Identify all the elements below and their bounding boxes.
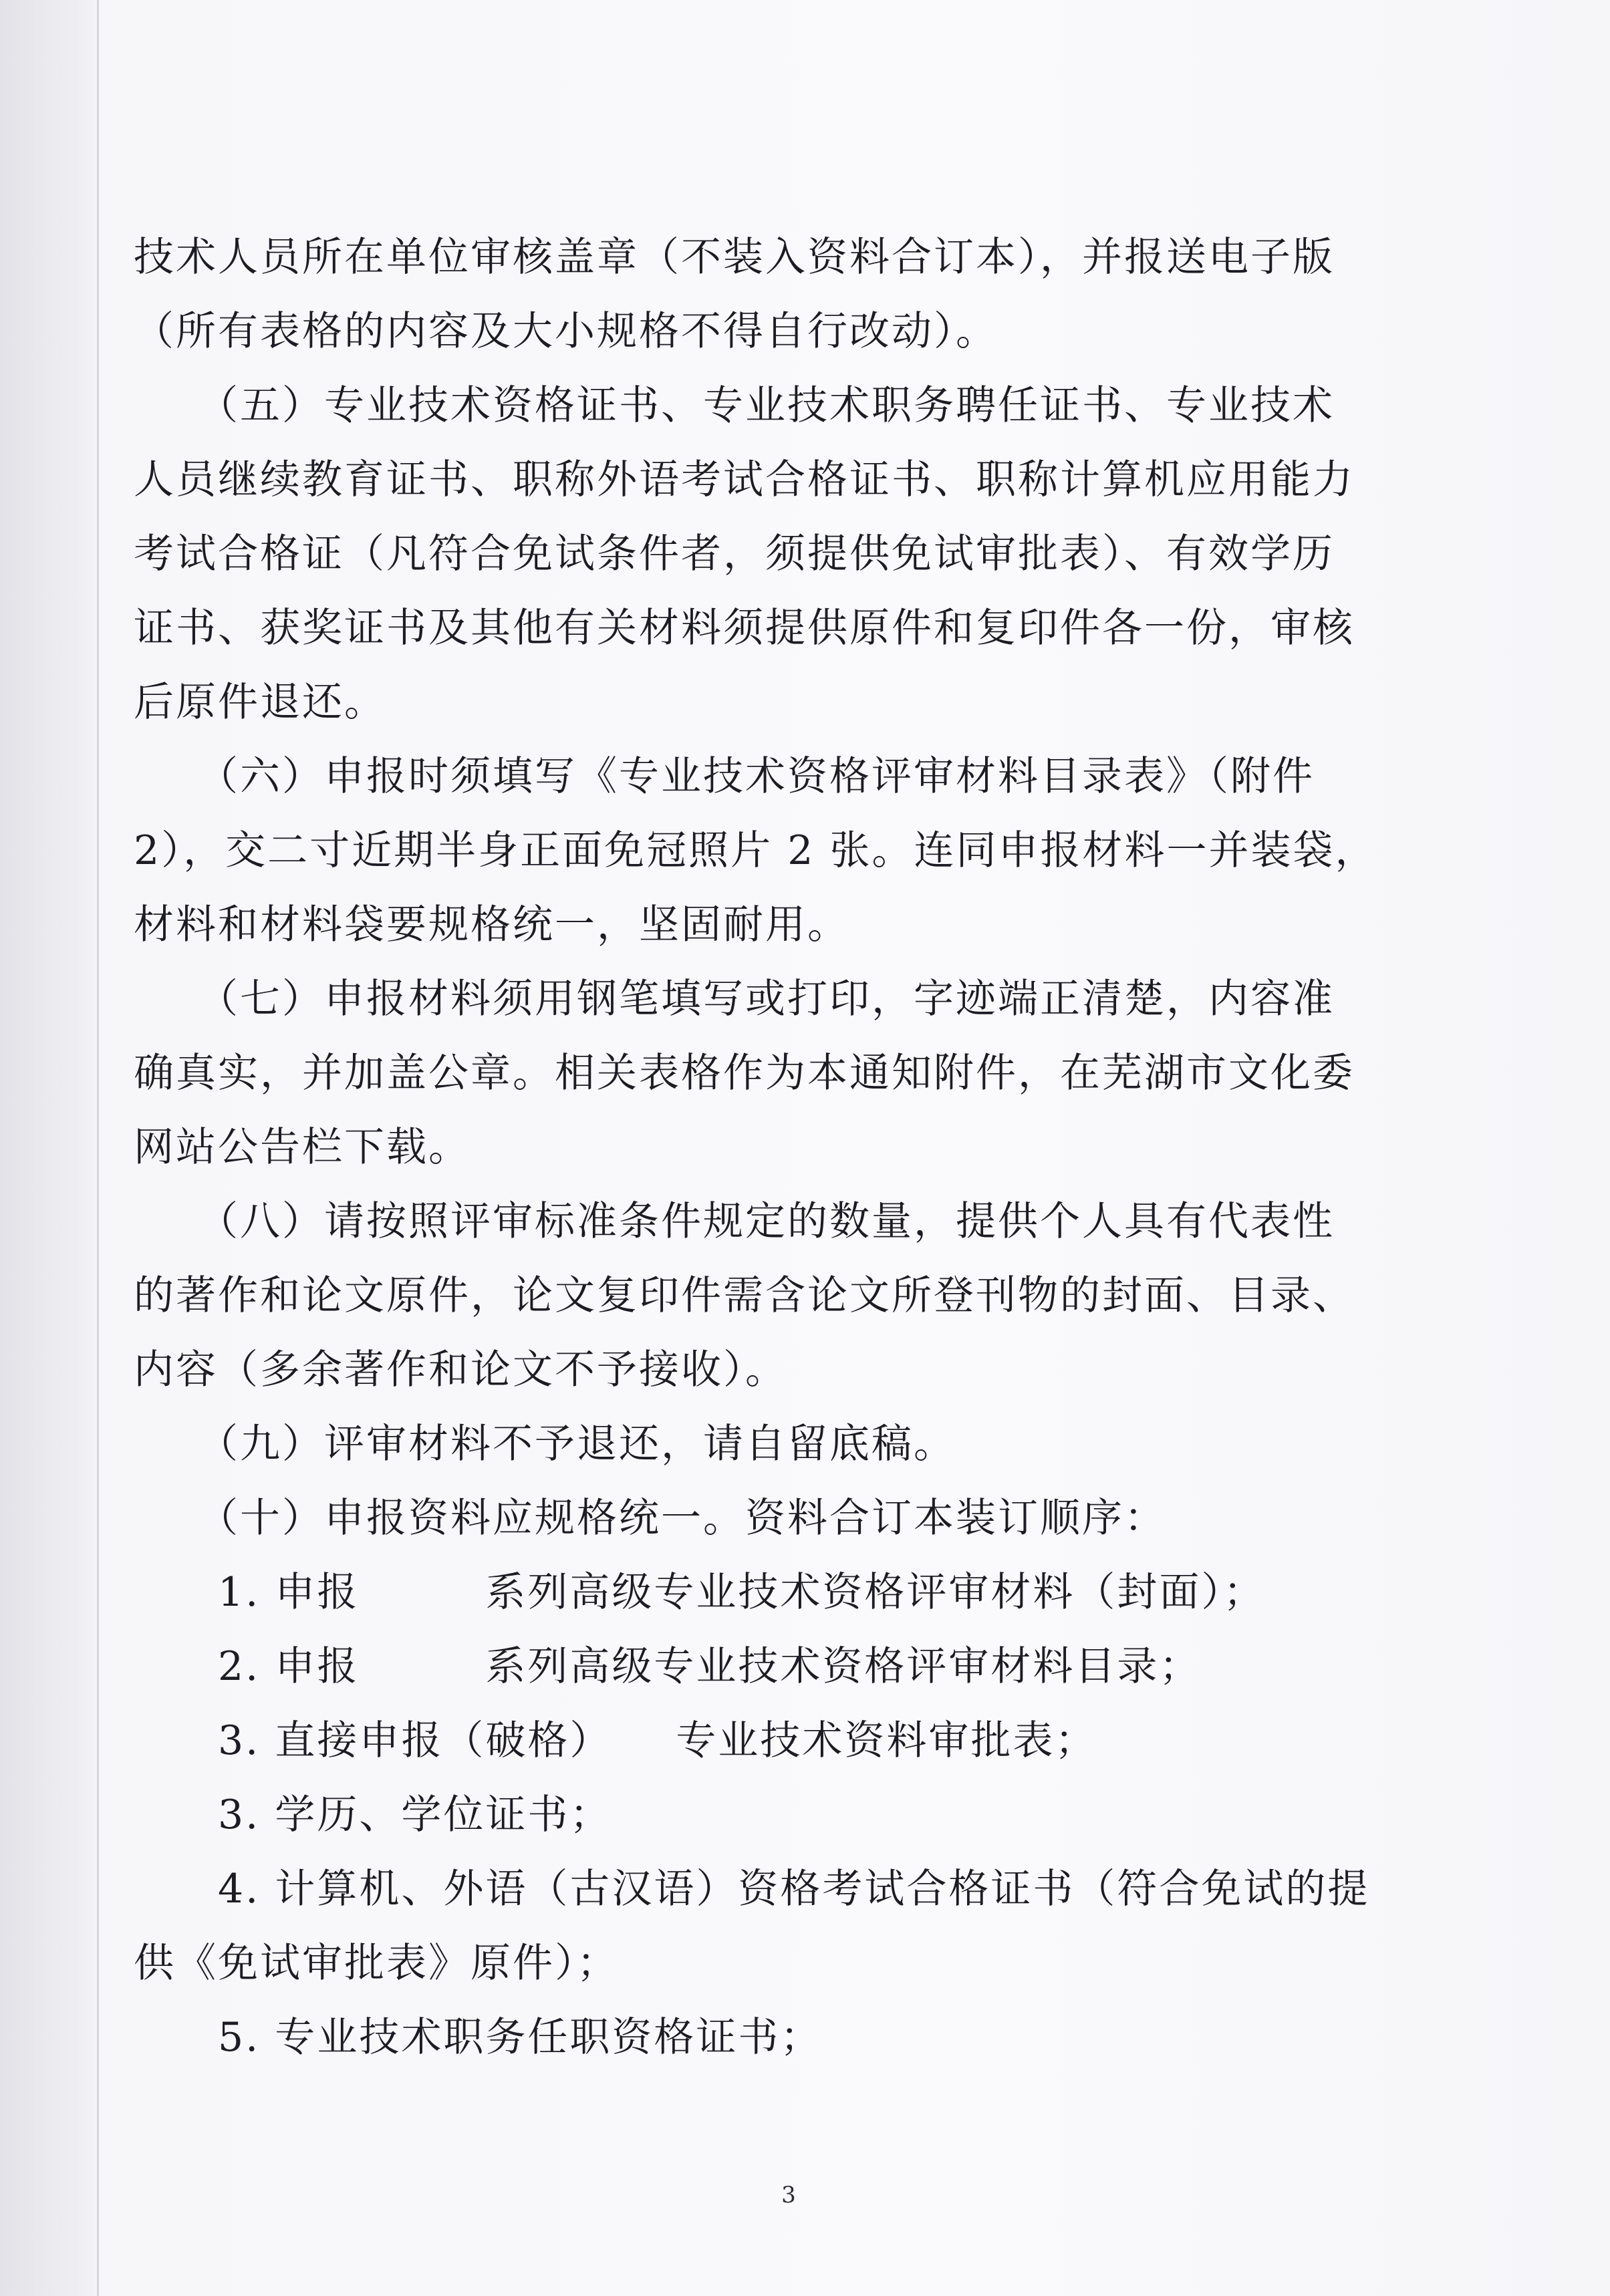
- scan-shadow-edge: [0, 0, 100, 2296]
- text-line: 的著作和论文原件，论文复印件需含论文所登刊物的封面、目录、: [134, 1272, 1355, 1319]
- text-line: （八）请按照评审标准条件规定的数量，提供个人具有代表性: [134, 1198, 1335, 1245]
- text-line: 供《免试审批表》原件）；: [134, 1940, 619, 1987]
- text-line: （五）专业技术资格证书、专业技术职务聘任证书、专业技术: [134, 382, 1335, 429]
- text-line: （九）评审材料不予退还，请自留底稿。: [134, 1421, 956, 1467]
- text-line: 确真实，并加盖公章。相关表格作为本通知附件，在芜湖市文化委: [134, 1050, 1355, 1097]
- text-line: 材料和材料袋要规格统一，坚固耐用。: [134, 901, 849, 948]
- text-line: 考试合格证（凡符合免试条件者，须提供免试审批表）、有效学历: [134, 531, 1335, 577]
- text-line: （七）申报材料须用钢笔填写或打印，字迹端正清楚，内容准: [134, 976, 1335, 1022]
- text-line: 人员继续教育证书、职称外语考试合格证书、职称计算机应用能力: [134, 456, 1355, 503]
- text-line: 内容（多余著作和论文不予接收）。: [134, 1346, 787, 1393]
- text-line: 1. 申报 系列高级专业技术资格评审材料（封面）；: [134, 1569, 1266, 1616]
- text-line: 3. 直接申报（破格） 专业技术资料审批表；: [134, 1717, 1097, 1764]
- scan-fold-line: [97, 0, 99, 2296]
- text-line: 后原件退还。: [134, 679, 386, 726]
- text-line: （所有表格的内容及大小规格不得自行改动）。: [134, 308, 998, 355]
- text-line: 网站公告栏下载。: [134, 1124, 471, 1171]
- text-line: 技术人员所在单位审核盖章（不装入资料合订本），并报送电子版: [134, 234, 1335, 281]
- page-number: 3: [781, 2182, 796, 2208]
- text-line: 3. 学历、学位证书；: [134, 1791, 612, 1838]
- text-line: 2. 申报 系列高级专业技术资格评审材料目录；: [134, 1643, 1202, 1690]
- document-body: [134, 221, 1417, 2075]
- text-line: 5. 专业技术职务任职资格证书；: [134, 2014, 823, 2061]
- text-line: 2），交二寸近期半身正面免冠照片 2 张。连同申报材料一并装袋，: [134, 827, 1377, 874]
- text-line: 证书、获奖证书及其他有关材料须提供原件和复印件各一份，审核: [134, 605, 1355, 652]
- text-line: （十）申报资料应规格统一。资料合订本装订顺序：: [134, 1495, 1166, 1542]
- text-line: 4. 计算机、外语（古汉语）资格考试合格证书（符合免试的提: [134, 1866, 1370, 1912]
- text-line: （六）申报时须填写《专业技术资格评审材料目录表》（附件: [134, 753, 1315, 800]
